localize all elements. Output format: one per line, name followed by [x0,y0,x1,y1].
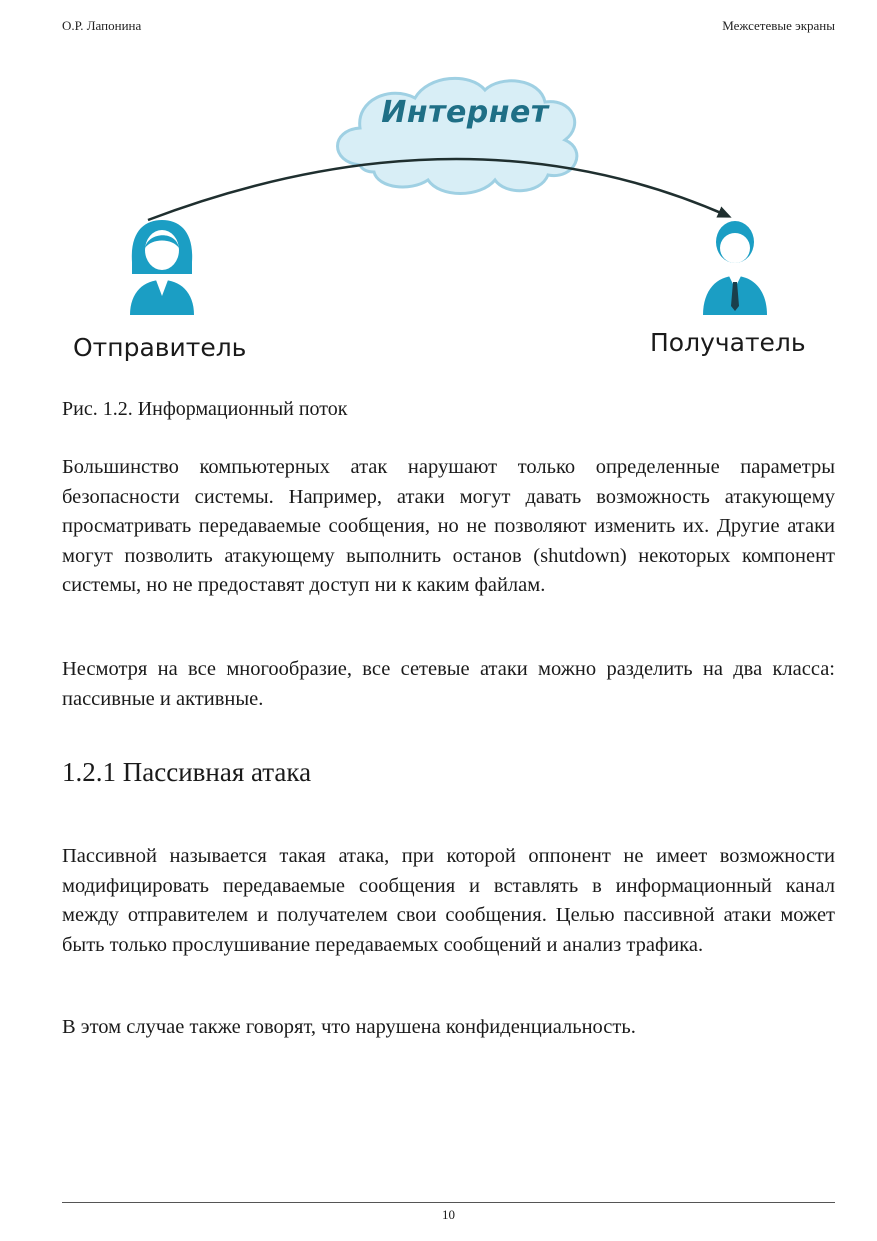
section-heading: 1.2.1 Пассивная атака [62,757,312,787]
sender-person-icon [130,220,194,315]
page-number: 10 [442,1207,455,1222]
running-header-title: Межсетевые экраны [722,18,835,33]
paragraph-attack-classes: Несмотря на все многообразие, все сетевые атаки можно разделить на два класса: пассивные и активные. [62,658,835,710]
receiver-label: Получатель [650,328,806,357]
receiver-person-icon [703,221,767,315]
paragraph-confidentiality: В этом случае также говорят, что нарушена конфиденциальность. [62,1016,636,1038]
footer-divider [62,1202,835,1203]
paragraph-attack-parameters: Большинство компьютерных атак нарушают только определенные параметры безопасности системы. Например, атаки могут давать возможность атакующему просматривать передаваемые сообщения, но не позволяют изменить их. Другие атаки могут позволить атакующему выполнить останов (shutdown) некоторых компонент системы, но не предоставят доступ ни к каким файлам. [62,456,835,596]
information-flow-figure [60,70,835,370]
running-header-author: О.Р. Лапонина [62,18,142,33]
sender-label: Отправитель [73,333,247,362]
cloud-label: Интернет [381,95,549,130]
figure-caption: Рис. 1.2. Информационный поток [62,398,348,420]
paragraph-passive-attack-definition: Пассивной называется такая атака, при которой оппонент не имеет возможности модифицировать передаваемые сообщения и вставлять в информационный канал между отправителем и получателем свои сообщения. Целью пассивной атаки может быть только прослушивание передаваемых сообщений и анализ трафика. [62,845,835,956]
